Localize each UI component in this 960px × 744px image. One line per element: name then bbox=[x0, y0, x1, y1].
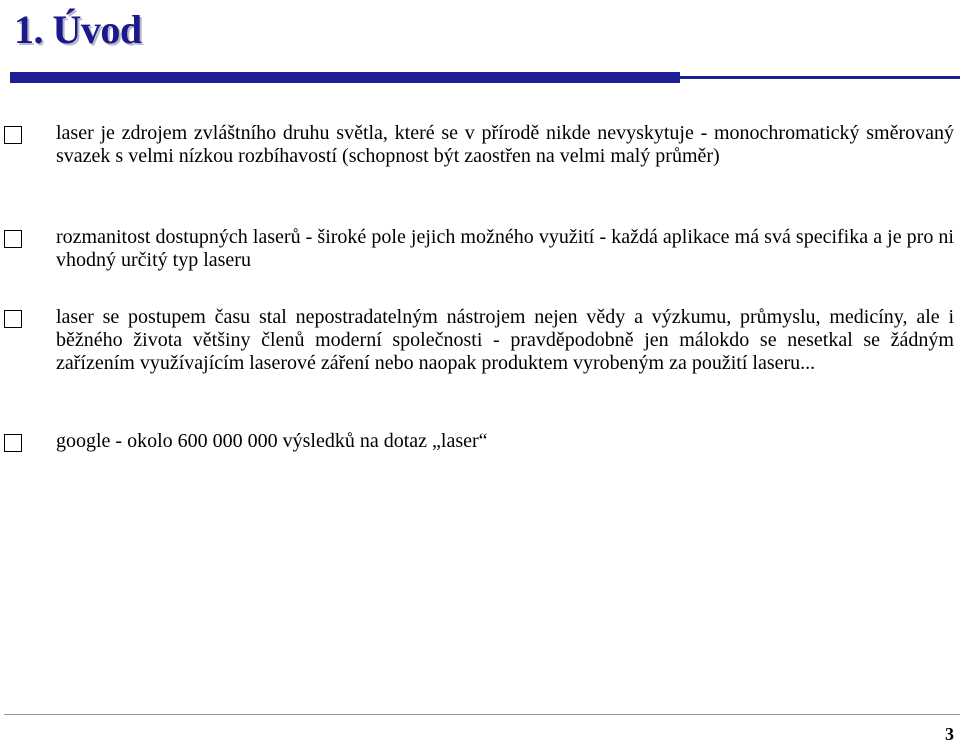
bullet-text: rozmanitost dostupných laserů - široké pole jejich možného využití - každá aplikace má svá specifika a je pro ni vhodný určitý typ laseru bbox=[56, 226, 954, 271]
square-bullet-icon bbox=[4, 310, 22, 328]
page-number: 3 bbox=[945, 724, 954, 744]
title-underline-thin bbox=[680, 76, 960, 79]
bullet-text: laser je zdrojem zvláštního druhu světla, které se v přírodě nikde nevyskytuje - monochromatický směrovaný svazek s velmi nízkou rozbíhavostí (schopnost být zaostřen na velmi malý průměr) bbox=[56, 122, 954, 167]
title-underline-thick bbox=[10, 72, 680, 83]
square-bullet-icon bbox=[4, 126, 22, 144]
square-bullet-icon bbox=[4, 434, 22, 452]
bullet-text: google - okolo 600 000 000 výsledků na dotaz „laser“ bbox=[56, 430, 488, 452]
footer-divider bbox=[4, 714, 960, 715]
bullet-text: laser se postupem času stal nepostradatelným nástrojem nejen vědy a výzkumu, průmyslu, medicíny, ale i běžného života většiny členů moderní společnosti - pravděpodobně jen málokdo se nesetkal se žádným zařízením využívajícím laserové záření nebo naopak produktem vyrobeným za použití laseru... bbox=[56, 306, 954, 374]
slide-title: 1. Úvod bbox=[14, 7, 142, 52]
title-underline bbox=[10, 72, 960, 83]
square-bullet-icon bbox=[4, 230, 22, 248]
